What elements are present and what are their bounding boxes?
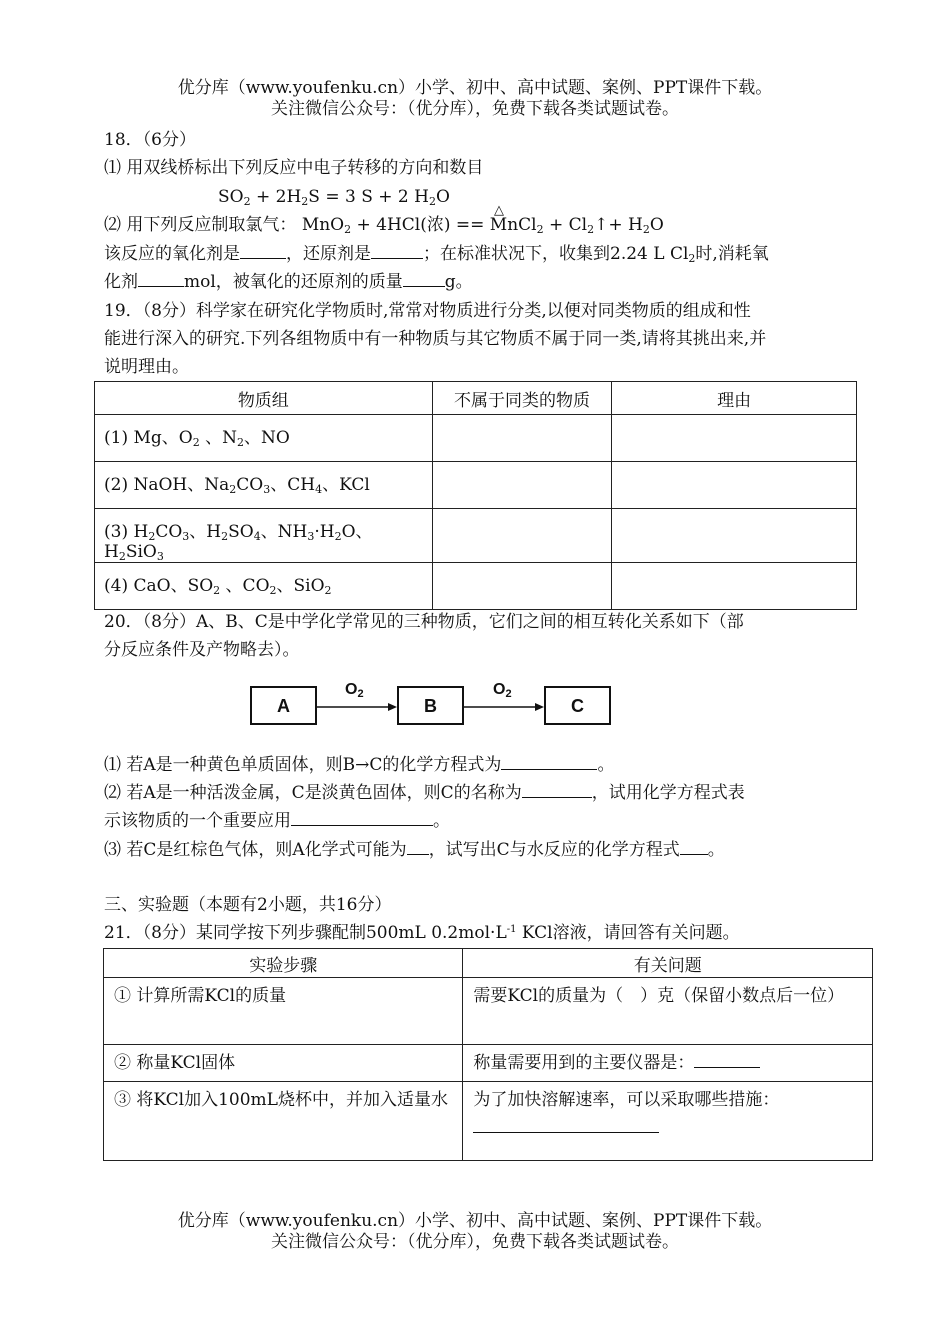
q19-group-1: (1) Mg、$O_2$ 、$N_2$、NO bbox=[95, 415, 433, 462]
table-row bbox=[104, 1082, 873, 1161]
header-line-1: 优分库（www.youfenku.cn）小学、初中、高中试题、案例、PPT课件下载。 bbox=[177, 78, 773, 98]
q21-question-3: 为了加快溶解速率，可以采取哪些措施： bbox=[463, 1082, 873, 1161]
q19-text-3: 说明理由。 bbox=[104, 357, 189, 377]
footer-line-2: 关注微信公众号：（优分库），免费下载各类试题试卷。 bbox=[271, 1232, 679, 1252]
answer-blank[interactable] bbox=[291, 809, 433, 826]
q20-part-3: ⑶ 若C是红棕色气体，则A化学式可能为 ，试写出C与水反应的化学方程式 。 bbox=[104, 840, 725, 860]
q21-header-questions: 有关问题 bbox=[463, 949, 873, 978]
table-row bbox=[104, 978, 873, 1045]
q21-step-3: ③ 将KCl加入100mL烧杯中，并加入适量水 bbox=[104, 1082, 463, 1161]
answer-blank[interactable] bbox=[501, 753, 597, 770]
footer-line-1: 优分库（www.youfenku.cn）小学、初中、高中试题、案例、PPT课件下载。 bbox=[177, 1211, 773, 1231]
q21-step-1: ① 计算所需KCl的质量 bbox=[104, 978, 463, 1045]
q19-group-4: (4) CaO、$SO_2$ 、$CO_2$、SiO$_2$ bbox=[95, 563, 433, 610]
arrow-head-icon bbox=[388, 703, 397, 711]
table-row bbox=[104, 1045, 873, 1082]
q21-header-steps: 实验步骤 bbox=[104, 949, 463, 978]
q18-part2: ⑵ 用下列反应制取氯气： MnO$_2$ + 4HCl(浓) == MnCl$_2$ + $Cl_2↑+ H_2O$ bbox=[104, 215, 664, 236]
arrow-label-o2: $O_2$ bbox=[493, 681, 512, 700]
q20-text-1: 20．（8分）A、B、C是中学化学常见的三种物质，它们之间的相互转化关系如下（部 bbox=[104, 612, 744, 632]
box-b: B bbox=[397, 686, 464, 725]
q19-text-1: 19．（8分）科学家在研究化学物质时,常常对物质进行分类,以便对同类物质的组成和性 bbox=[104, 301, 751, 321]
q21-table bbox=[103, 948, 873, 1161]
q20-part-2: ⑵ 若A是一种活泼金属，C是淡黄色固体，则C的名称为 ，试用化学方程式表 bbox=[104, 783, 745, 803]
q18-equation-1: $SO_2 + 2H_2S = 3$ S + 2 $H_2O$ bbox=[218, 187, 450, 208]
q19-group-2: (2) NaOH、$Na_2CO_3$、$CH_4$、KCl bbox=[95, 462, 433, 509]
q18-line-3: 该反应的氧化剂是 ，还原剂是 ；在标准状况下，收集到2.24 L $Cl_2$时,消耗氧 bbox=[104, 244, 769, 265]
answer-blank[interactable] bbox=[694, 1051, 760, 1068]
answer-blank[interactable] bbox=[407, 838, 429, 855]
q21-question-2: 称量需要用到的主要仪器是： bbox=[463, 1045, 873, 1082]
header-line-2: 关注微信公众号：（优分库），免费下载各类试题试卷。 bbox=[271, 99, 679, 119]
answer-blank[interactable] bbox=[473, 1116, 659, 1133]
q18-equation-2: MnO$_2$ + 4HCl(浓) == MnCl$_2$ + $Cl_2↑+ H_2O$ bbox=[301, 215, 664, 236]
section-3-title: 三、实验题（本题有2小题，共16分） bbox=[104, 895, 392, 915]
q21-step-2: ② 称量KCl固体 bbox=[104, 1045, 463, 1082]
q18-title: 18．（6分） bbox=[104, 130, 196, 150]
arrow-label-o2: $O_2$ bbox=[345, 681, 364, 700]
q19-text-2: 能进行深入的研究.下列各组物质中有一种物质与其它物质不属于同一类,请将其挑出来,并 bbox=[104, 329, 767, 349]
q18-part1: ⑴ 用双线桥标出下列反应中电子转移的方向和数目 bbox=[104, 158, 484, 178]
q18-line-4: 化剂 mol，被氧化的还原剂的质量 g。 bbox=[104, 272, 473, 292]
arrow-head-icon bbox=[535, 703, 544, 711]
q19-header-odd: 不属于同类的物质 bbox=[432, 382, 612, 415]
heat-symbol: △ bbox=[494, 203, 504, 218]
q19-group-3: (3) $H_2CO_3$、$H_2SO_4$、$NH_3\cdot H_2O$、$H_2SiO_3$ bbox=[95, 509, 433, 563]
answer-blank[interactable] bbox=[680, 838, 708, 855]
q19-header-group: 物质组 bbox=[95, 382, 433, 415]
q20-part-2b: 示该物质的一个重要应用 。 bbox=[104, 811, 450, 831]
box-a: A bbox=[250, 686, 317, 725]
q20-text-2: 分反应条件及产物略去）。 bbox=[104, 640, 300, 660]
q20-part-1: ⑴ 若A是一种黄色单质固体，则B→C的化学方程式为 。 bbox=[104, 755, 615, 775]
answer-blank[interactable] bbox=[522, 781, 592, 798]
q19-header-reason: 理由 bbox=[612, 382, 857, 415]
box-c: C bbox=[544, 686, 611, 725]
q21-text: 21．（8分）某同学按下列步骤配制500mL $0.2mol\cdot L^{-1}$ KCl溶液，请回答有关问题。 bbox=[104, 923, 740, 943]
q21-question-1: 需要KCl的质量为（ ）克（保留小数点后一位） bbox=[463, 978, 873, 1045]
